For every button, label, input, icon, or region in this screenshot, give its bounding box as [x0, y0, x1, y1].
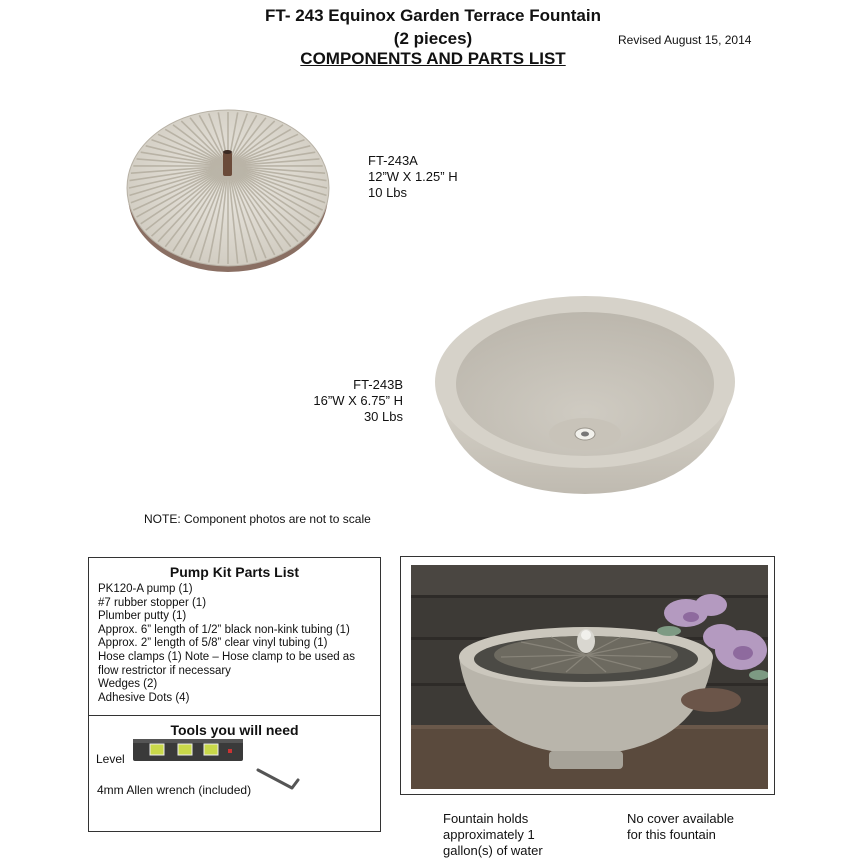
component-a-code: FT-243A: [368, 153, 418, 168]
component-a-photo: [122, 100, 334, 280]
component-b-code: FT-243B: [353, 377, 403, 392]
scale-note: NOTE: Component photos are not to scale: [144, 512, 371, 526]
list-item: PK120-A pump (1): [98, 583, 193, 595]
pump-kit-title: Pump Kit Parts List: [169, 564, 300, 580]
wrench-label: 4mm Allen wrench (included): [97, 783, 252, 797]
capacity-caption: Fountain holds approximately 1 gallon(s) of water: [443, 811, 543, 858]
component-b-size: 16”W X 6.75” H: [313, 393, 403, 408]
pump-kit-box: [88, 557, 381, 716]
component-a-weight: 10 Lbs: [368, 185, 408, 200]
list-item: Hose clamps (1) Note – Hose clamp to be used as flow restrictor if necessary: [98, 650, 355, 677]
tools-title: Tools you will need: [170, 722, 299, 738]
fountain-photo: [411, 565, 768, 789]
revision-date: Revised August 15, 2014: [618, 33, 752, 47]
cover-caption: No cover available for this fountain: [627, 811, 734, 842]
allen-wrench-icon: [256, 766, 302, 799]
component-b-specs: [300, 377, 403, 425]
component-b-photo: [432, 292, 738, 498]
list-item: #7 rubber stopper (1): [98, 596, 207, 609]
tools-box: [88, 715, 381, 832]
list-item: Approx. 6” length of 1/2” black non-kink tubing (1): [98, 623, 350, 636]
level-label: Level: [96, 752, 125, 766]
level-icon: [132, 737, 244, 768]
document-title: FT- 243 Equinox Garden Terrace Fountain: [265, 6, 601, 25]
component-a-specs: [368, 153, 458, 201]
component-b-weight: 30 Lbs: [363, 409, 403, 424]
pump-kit-list: [98, 583, 374, 705]
component-a-size: 12”W X 1.25” H: [368, 169, 458, 184]
section-heading: COMPONENTS AND PARTS LIST: [300, 49, 566, 68]
document-subtitle: (2 pieces): [393, 29, 473, 48]
product-photo-frame: [400, 556, 775, 795]
list-item: Adhesive Dots (4): [98, 691, 190, 704]
list-item: Wedges (2): [98, 678, 158, 691]
list-item: Approx. 2” length of 5/8” clear vinyl tubing (1): [98, 637, 328, 650]
list-item: Plumber putty (1): [98, 610, 187, 623]
